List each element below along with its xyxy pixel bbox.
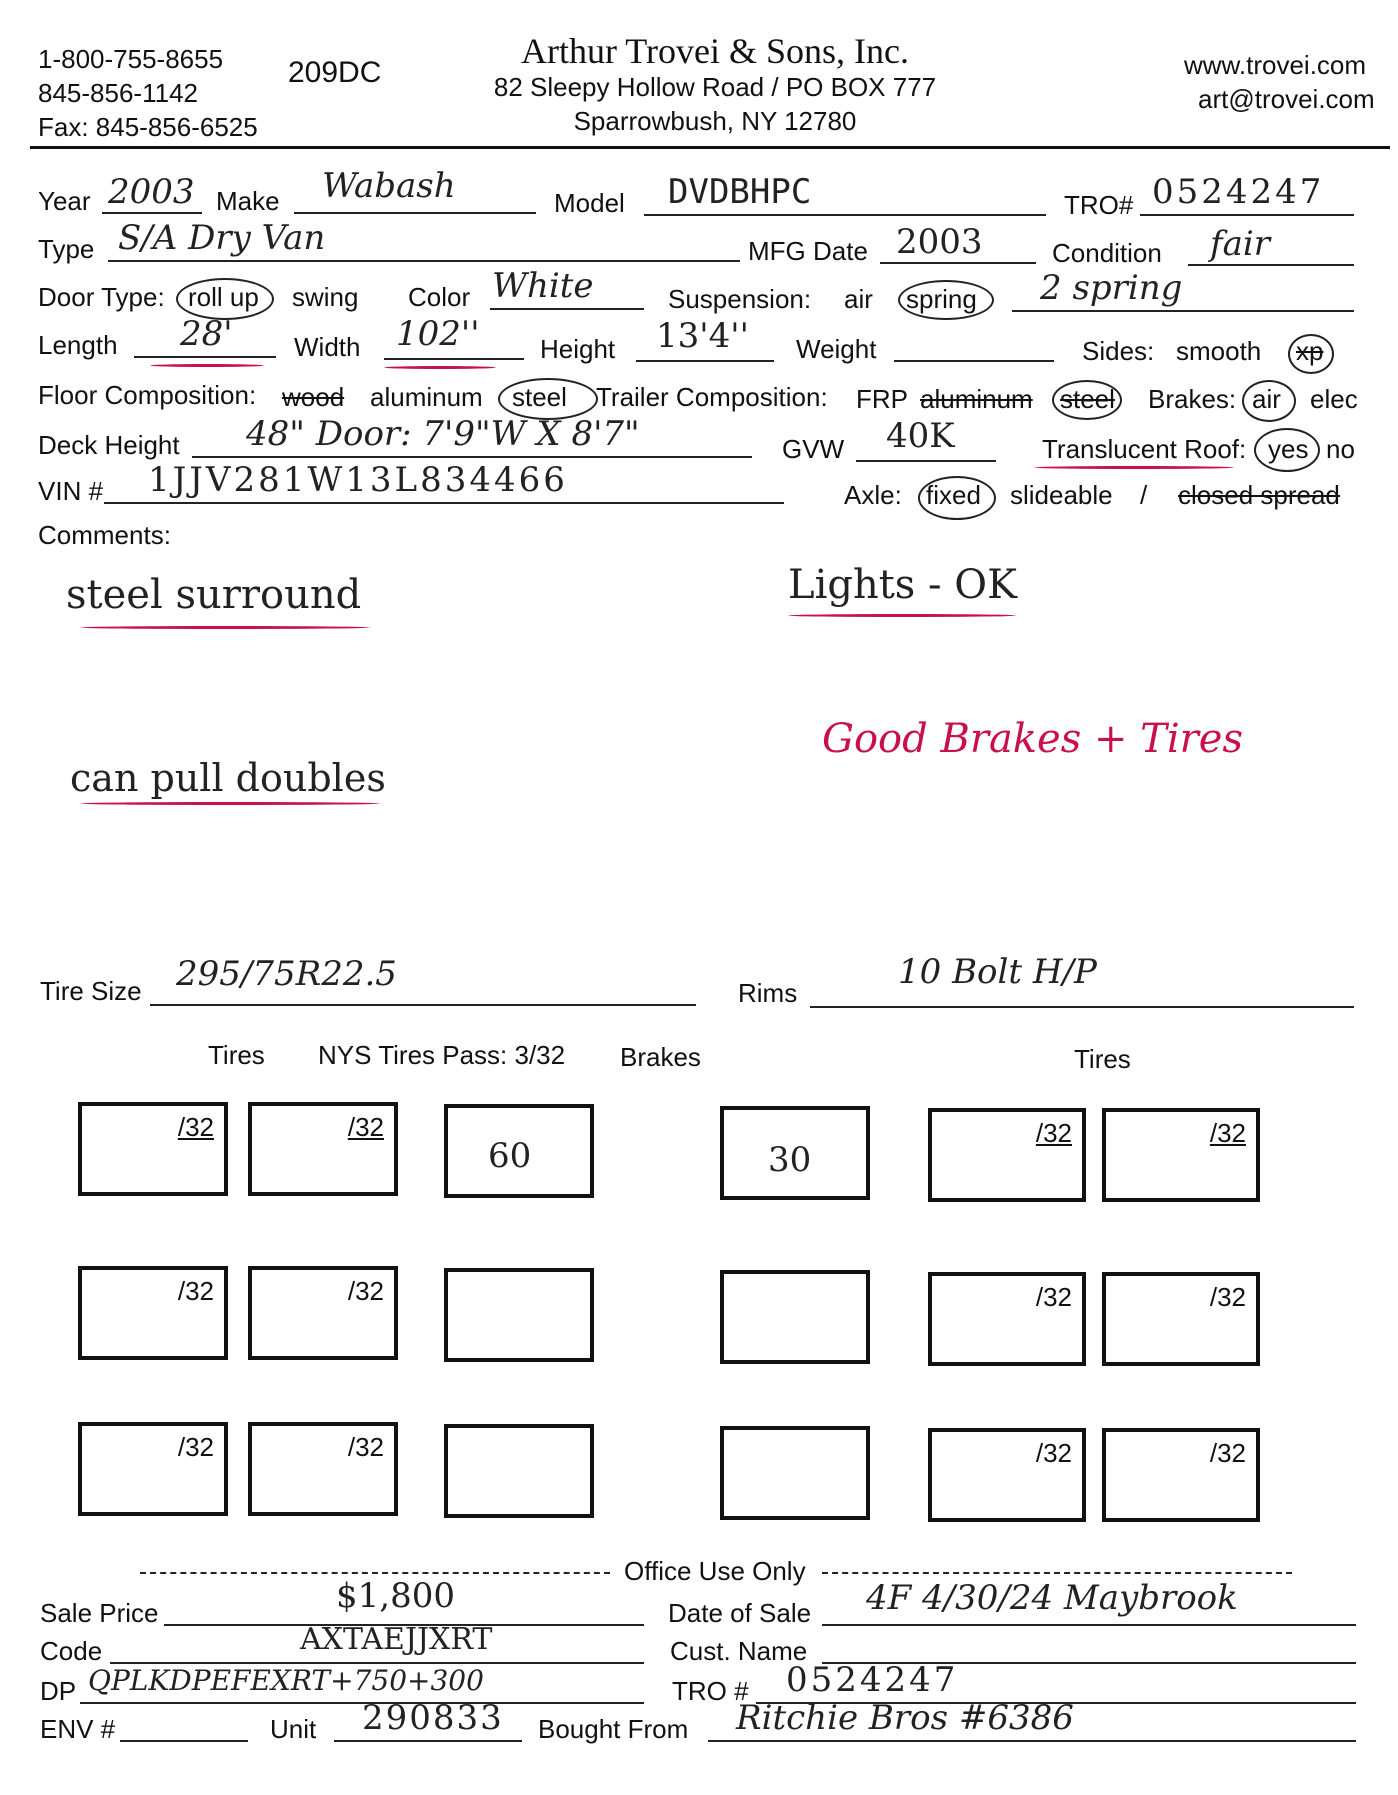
floor-aluminum-option[interactable]: aluminum [370, 382, 483, 412]
door-rollup-option[interactable]: roll up [188, 282, 259, 312]
tire-fraction: /32 [1035, 1282, 1072, 1312]
office-use-only-heading: Office Use Only [624, 1556, 806, 1586]
tire-fraction: /32 [177, 1112, 214, 1142]
model-value: DVDBHPC [668, 172, 812, 212]
make-label: Make [216, 186, 280, 216]
company-name: Arthur Trovei & Sons, Inc. [520, 31, 910, 71]
mfg-date-value: 2003 [896, 222, 983, 262]
type-value: S/A Dry Van [118, 218, 326, 258]
comment4-red-underline [80, 802, 380, 805]
bought-from-label: Bought From [538, 1714, 689, 1744]
comments-label: Comments: [38, 520, 171, 550]
trailer-steel-option[interactable]: steel [1060, 384, 1115, 414]
axle-fixed-option[interactable]: fixed [926, 480, 981, 510]
door-swing-option[interactable]: swing [292, 282, 359, 312]
rims-value: 10 Bolt H/P [898, 952, 1097, 992]
brake-left-value: 60 [488, 1136, 532, 1176]
width-label: Width [294, 332, 361, 362]
tire-box-r3-outer[interactable] [1102, 1428, 1260, 1522]
roof-red-underline [1034, 466, 1234, 469]
tire-fraction: /32 [347, 1432, 384, 1462]
suspension-label: Suspension: [668, 284, 812, 314]
sides-label: Sides: [1082, 336, 1155, 366]
comment-steel-surround: steel surround [66, 572, 362, 618]
model-label: Model [554, 188, 625, 218]
tire-size-label: Tire Size [40, 976, 142, 1006]
header-email: art@trovei.com [1198, 84, 1375, 114]
env-line [120, 1740, 248, 1742]
brakes-column-header: Brakes [620, 1042, 701, 1072]
tire-box-r1-inner[interactable] [928, 1108, 1086, 1202]
header-form-code: 209DC [288, 56, 382, 89]
suspension-line [1012, 310, 1354, 312]
tire-fraction: /32 [1209, 1118, 1246, 1148]
tire-box-r1-outer[interactable] [1102, 1108, 1260, 1202]
floor-composition-label: Floor Composition: [38, 380, 257, 410]
comment-good-brakes-tires: Good Brakes + Tires [822, 716, 1243, 762]
rims-label: Rims [738, 978, 798, 1008]
mfg-date-label: MFG Date [748, 236, 868, 266]
roof-yes-option[interactable]: yes [1268, 434, 1309, 464]
mfg-date-line [880, 262, 1036, 264]
office-divider-left [140, 1572, 610, 1574]
tire-fraction: /32 [1035, 1438, 1072, 1468]
year-line [102, 212, 202, 214]
axle-closed-spread-option[interactable]: closed spread [1178, 480, 1340, 510]
dp-value: QPLKDPEFEXRT+750+300 [88, 1664, 484, 1697]
brake-box-l1[interactable] [444, 1104, 594, 1198]
tro2-value: 0524247 [786, 1660, 959, 1700]
tro2-label: TRO # [672, 1676, 749, 1706]
floor-steel-option[interactable]: steel [512, 382, 567, 412]
suspension-note-value: 2 spring [1040, 268, 1183, 308]
date-of-sale-value: 4F 4/30/24 Maybrook [866, 1578, 1238, 1618]
nys-tires-pass-header: NYS Tires Pass: 3/32 [318, 1040, 566, 1070]
brake-box-r2[interactable] [720, 1270, 870, 1364]
comment1-red-underline [80, 626, 370, 629]
axle-separator: / [1140, 480, 1148, 510]
rims-line [810, 1006, 1354, 1008]
tire-box-l3-inner[interactable] [248, 1422, 398, 1516]
length-red-underline [150, 364, 264, 367]
suspension-air-option[interactable]: air [844, 284, 873, 314]
roof-no-option[interactable]: no [1326, 434, 1355, 464]
date-of-sale-line [822, 1624, 1356, 1626]
deck-height-value: 48" Door: 7'9"W X 8'7" [246, 414, 640, 454]
brake-right-value: 30 [768, 1140, 812, 1180]
tire-fraction: /32 [347, 1112, 384, 1142]
floor-wood-option[interactable]: wood [282, 382, 345, 412]
vin-label: VIN # [38, 476, 104, 506]
tire-box-r2-inner[interactable] [928, 1272, 1086, 1366]
gvw-line [856, 460, 996, 462]
tire-fraction: /32 [1035, 1118, 1072, 1148]
tro-value: 0524247 [1152, 172, 1325, 212]
tire-box-r2-outer[interactable] [1102, 1272, 1260, 1366]
type-line [108, 260, 740, 262]
axle-slideable-option[interactable]: slideable [1010, 480, 1113, 510]
width-line [384, 358, 524, 360]
company-address2: Sparrowbush, NY 12780 [573, 106, 857, 136]
dp-label: DP [40, 1676, 77, 1706]
sides-xp-option[interactable]: xp [1296, 336, 1324, 366]
office-divider-right [822, 1572, 1292, 1574]
tires-left-header: Tires [208, 1040, 265, 1070]
gvw-label: GVW [782, 434, 845, 464]
comment-lights-ok: Lights - OK [788, 562, 1017, 608]
tire-box-l1-outer[interactable] [78, 1102, 228, 1196]
vin-line [104, 502, 784, 504]
color-label: Color [408, 282, 471, 312]
header-website: www.trovei.com [1184, 50, 1367, 80]
weight-label: Weight [796, 334, 877, 364]
tire-box-l3-outer[interactable] [78, 1422, 228, 1516]
condition-value: fair [1210, 224, 1270, 264]
suspension-spring-option[interactable]: spring [906, 284, 977, 314]
model-line [644, 214, 1046, 216]
deck-height-line [192, 456, 752, 458]
year-value: 2003 [108, 172, 195, 212]
vin-value: 1JJV281W13L834466 [148, 460, 568, 500]
height-label: Height [540, 334, 616, 364]
brake-box-r3[interactable] [720, 1426, 870, 1520]
sale-price-label: Sale Price [40, 1598, 159, 1628]
unit-label: Unit [270, 1714, 317, 1744]
tire-fraction: /32 [347, 1276, 384, 1306]
width-red-underline [384, 366, 496, 369]
unit-value: 290833 [362, 1698, 504, 1738]
comment-can-pull-doubles: can pull doubles [70, 756, 386, 800]
length-value: 28' [180, 314, 233, 354]
sale-price-value: $1,800 [336, 1576, 455, 1616]
width-value: 102'' [396, 314, 480, 354]
length-label: Length [38, 330, 118, 360]
sides-smooth-option[interactable]: smooth [1176, 336, 1262, 366]
make-line [294, 212, 536, 214]
make-value: Wabash [322, 166, 456, 206]
condition-line [1188, 264, 1354, 266]
tire-size-line [150, 1004, 696, 1006]
tire-size-value: 295/75R22.5 [176, 954, 397, 994]
unit-line [334, 1740, 522, 1742]
condition-label: Condition [1052, 238, 1162, 268]
brake-box-l2[interactable] [444, 1268, 594, 1362]
tire-box-r3-inner[interactable] [928, 1428, 1086, 1522]
tire-box-l2-inner[interactable] [248, 1266, 398, 1360]
env-label: ENV # [40, 1714, 116, 1744]
tire-fraction: /32 [177, 1432, 214, 1462]
brakes-elec-option[interactable]: elec [1310, 384, 1358, 414]
header-phone2: 845-856-1142 [38, 78, 198, 108]
brakes-air-option[interactable]: air [1252, 384, 1281, 414]
bought-from-line [708, 1740, 1356, 1742]
deck-height-label: Deck Height [38, 430, 180, 460]
bought-from-value: Ritchie Bros #6386 [736, 1698, 1074, 1738]
height-line [636, 360, 774, 362]
color-line [490, 308, 644, 310]
height-value: 13'4'' [656, 316, 749, 356]
tires-right-header: Tires [1074, 1044, 1131, 1074]
tire-fraction: /32 [1209, 1282, 1246, 1312]
trailer-aluminum-option[interactable]: aluminum [920, 384, 1033, 414]
type-label: Type [38, 234, 95, 264]
gvw-value: 40K [886, 416, 955, 456]
door-type-label: Door Type: [38, 282, 165, 312]
header-phone1: 1-800-755-8655 [38, 44, 224, 74]
code-value: AXTAEJJXRT [300, 1622, 493, 1657]
comment2-red-underline [788, 614, 1016, 617]
tire-box-l1-inner[interactable] [248, 1102, 398, 1196]
brake-box-r1[interactable] [720, 1106, 870, 1200]
trailer-frp-option[interactable]: FRP [856, 384, 908, 414]
tire-box-l2-outer[interactable] [78, 1266, 228, 1360]
cust-name-label: Cust. Name [670, 1636, 808, 1666]
tro-line [1140, 214, 1354, 216]
brake-box-l3[interactable] [444, 1424, 594, 1518]
company-address1: 82 Sleepy Hollow Road / PO BOX 777 [493, 72, 937, 102]
tire-fraction: /32 [1209, 1438, 1246, 1468]
color-value: White [492, 266, 594, 306]
translucent-roof-label: Translucent Roof: [1042, 434, 1247, 464]
tro-label: TRO# [1064, 190, 1134, 220]
brakes-label: Brakes: [1148, 384, 1237, 414]
length-line [134, 356, 276, 358]
trailer-composition-label: Trailer Composition: [596, 382, 828, 412]
axle-label: Axle: [844, 480, 902, 510]
header-fax: Fax: 845-856-6525 [38, 112, 258, 142]
header-divider [30, 146, 1390, 149]
date-of-sale-label: Date of Sale [668, 1598, 812, 1628]
tire-fraction: /32 [177, 1276, 214, 1306]
weight-line [894, 360, 1054, 362]
code-label: Code [40, 1636, 103, 1666]
year-label: Year [38, 186, 91, 216]
